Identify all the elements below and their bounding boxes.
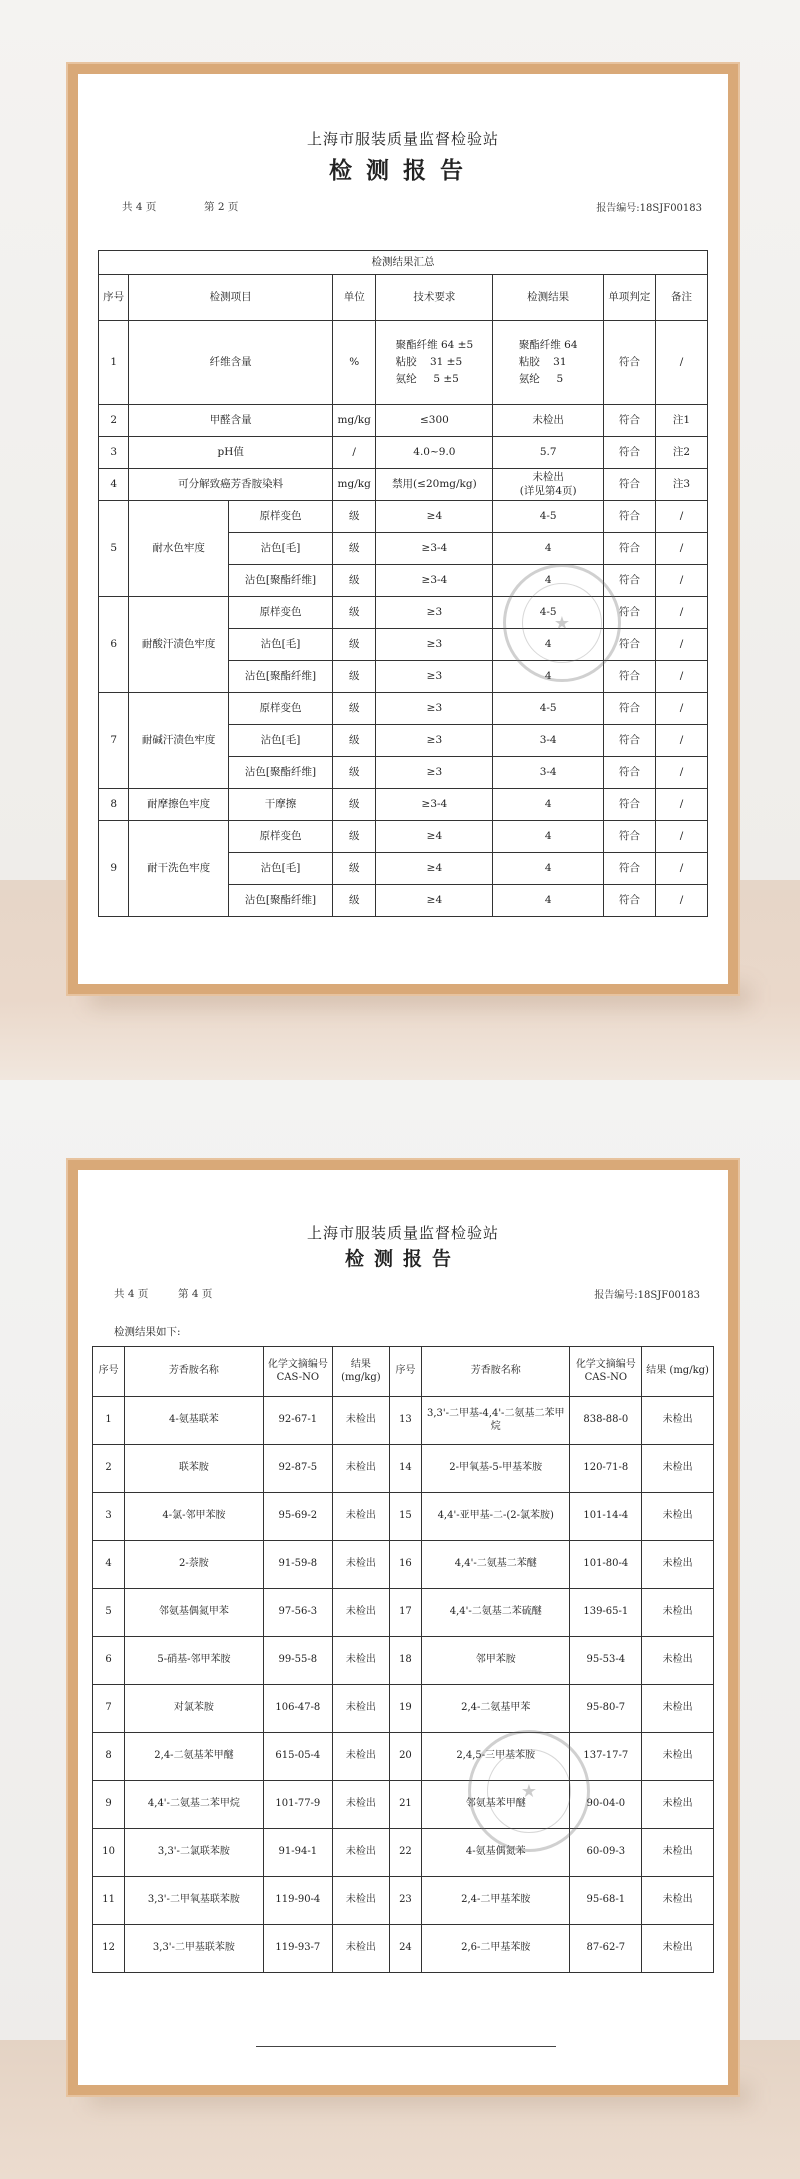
cas-number: 95-69-2 [263, 1493, 332, 1541]
remark: / [655, 757, 707, 789]
judgement: 符合 [603, 469, 655, 501]
remark: / [655, 629, 707, 661]
row-number: 22 [389, 1829, 421, 1877]
cas-number: 106-47-8 [263, 1685, 332, 1733]
row-number: 9 [93, 1781, 125, 1829]
result: 未检出 [642, 1733, 714, 1781]
test-subitem: 沾色[聚酯纤维] [229, 661, 333, 693]
row-number: 23 [389, 1877, 421, 1925]
remark: / [655, 789, 707, 821]
cas-number: 838-88-0 [570, 1397, 642, 1445]
row-number: 20 [389, 1733, 421, 1781]
remark: / [655, 661, 707, 693]
result: 未检出 [332, 1493, 389, 1541]
requirement: ≥4 [376, 853, 493, 885]
amine-name: 2,6-二甲基苯胺 [422, 1925, 570, 1973]
report-title: 检测报告 [344, 1248, 461, 1270]
amine-name: 3,3'-二甲基联苯胺 [125, 1925, 264, 1973]
amine-name: 2,4-二氨基苯甲醚 [125, 1733, 264, 1781]
table-row [93, 1829, 714, 1877]
cas-number: 101-77-9 [263, 1781, 332, 1829]
unit: 级 [333, 533, 376, 565]
row-number: 1 [99, 321, 129, 405]
unit: mg/kg [333, 405, 376, 437]
result: 未检出 [642, 1445, 714, 1493]
result: 未检出 [332, 1925, 389, 1973]
result: 3-4 [493, 757, 604, 789]
column-header: 单项判定 [603, 275, 655, 321]
requirement: ≥3 [376, 757, 493, 789]
table-row [93, 1397, 714, 1445]
row-number: 12 [93, 1925, 125, 1973]
amine-name: 4,4'-二氨基二苯醚 [422, 1541, 570, 1589]
table-row [93, 1685, 714, 1733]
total-pages: 共 4 页 [114, 1288, 149, 1300]
cas-number: 95-53-4 [570, 1637, 642, 1685]
cas-number: 95-68-1 [570, 1877, 642, 1925]
inspection-seal: ★ [503, 564, 621, 682]
amine-name: 2,4-二甲基苯胺 [422, 1877, 570, 1925]
remark: / [655, 821, 707, 853]
requirement: ≥3 [376, 661, 493, 693]
row-number: 7 [93, 1685, 125, 1733]
row-number: 7 [99, 693, 129, 789]
requirement: ≥4 [376, 501, 493, 533]
result: 未检出 [332, 1685, 389, 1733]
result: 未检出 [493, 405, 604, 437]
row-number: 6 [93, 1637, 125, 1685]
column-header: 序号 [93, 1347, 125, 1397]
cas-number: 615-05-4 [263, 1733, 332, 1781]
result: 未检出 [332, 1397, 389, 1445]
judgement: 符合 [603, 565, 655, 597]
unit: 级 [333, 725, 376, 757]
unit: 级 [333, 757, 376, 789]
row-number: 13 [389, 1397, 421, 1445]
test-subitem: 沾色[毛] [229, 533, 333, 565]
row-number: 5 [99, 501, 129, 597]
table-title: 检测结果汇总 [99, 251, 708, 275]
judgement: 符合 [603, 885, 655, 917]
table-row [99, 693, 708, 725]
result: 未检出 [642, 1781, 714, 1829]
row-number: 3 [93, 1493, 125, 1541]
amine-name: 3,3'-二氯联苯胺 [125, 1829, 264, 1877]
column-header: 化学文摘编号 CAS-NO [263, 1347, 332, 1397]
remark: / [655, 565, 707, 597]
remark: / [655, 321, 707, 405]
table-row [99, 437, 708, 469]
remark: / [655, 533, 707, 565]
row-number: 1 [93, 1397, 125, 1445]
cas-number: 90-04-0 [570, 1781, 642, 1829]
unit: 级 [333, 629, 376, 661]
requirement: ≥3-4 [376, 789, 493, 821]
cas-number: 95-80-7 [570, 1685, 642, 1733]
test-subitem: 原样变色 [229, 501, 333, 533]
row-number: 6 [99, 597, 129, 693]
result: 未检出 [642, 1493, 714, 1541]
result: 未检出 [642, 1397, 714, 1445]
page-number: 第 4 页 [178, 1288, 213, 1300]
judgement: 符合 [603, 501, 655, 533]
row-number: 16 [389, 1541, 421, 1589]
report-title: 检测报告 [329, 157, 477, 184]
column-header: 技术要求 [376, 275, 493, 321]
judgement: 符合 [603, 853, 655, 885]
remark: 注3 [655, 469, 707, 501]
result: 4 [493, 885, 604, 917]
remark: / [655, 693, 707, 725]
row-number: 10 [93, 1829, 125, 1877]
results-summary-table [98, 250, 708, 917]
report-number: 报告编号:18SJF00183 [596, 203, 702, 214]
test-subitem: 沾色[聚酯纤维] [229, 757, 333, 789]
judgement: 符合 [603, 629, 655, 661]
column-header: 检测结果 [493, 275, 604, 321]
result: 4 [493, 853, 604, 885]
test-subitem: 沾色[聚酯纤维] [229, 565, 333, 597]
column-header: 序号 [99, 275, 129, 321]
test-item: 甲醛含量 [129, 405, 333, 437]
result: 4 [493, 821, 604, 853]
requirement: ≥3 [376, 725, 493, 757]
row-number: 19 [389, 1685, 421, 1733]
table-row [93, 1877, 714, 1925]
picture-frame-report-page-2 [68, 64, 738, 994]
row-number: 8 [99, 789, 129, 821]
requirement: 禁用(≤20mg/kg) [376, 469, 493, 501]
cas-number: 99-55-8 [263, 1637, 332, 1685]
cas-number: 139-65-1 [570, 1589, 642, 1637]
result: 4 [493, 789, 604, 821]
amine-name: 邻甲苯胺 [422, 1637, 570, 1685]
table-row [93, 1541, 714, 1589]
amine-name: 3,3'-二甲基-4,4'-二氨基二苯甲烷 [422, 1397, 570, 1445]
row-number: 3 [99, 437, 129, 469]
result: 4 [493, 661, 604, 693]
result: 未检出 [642, 1925, 714, 1973]
row-number: 4 [99, 469, 129, 501]
test-subitem: 原样变色 [229, 693, 333, 725]
row-number: 9 [99, 821, 129, 917]
amine-name: 2,4-二氨基甲苯 [422, 1685, 570, 1733]
column-header: 单位 [333, 275, 376, 321]
table-row [93, 1493, 714, 1541]
table-row [93, 1445, 714, 1493]
result: 未检出 [332, 1877, 389, 1925]
test-subitem: 沾色[毛] [229, 725, 333, 757]
amine-name: 邻氨基偶氮甲苯 [125, 1589, 264, 1637]
result: 未检出 [332, 1829, 389, 1877]
test-subitem: 原样变色 [229, 597, 333, 629]
test-item: 纤维含量 [129, 321, 333, 405]
row-number: 24 [389, 1925, 421, 1973]
table-row [99, 469, 708, 501]
row-number: 2 [93, 1445, 125, 1493]
row-number: 21 [389, 1781, 421, 1829]
test-item: 耐酸汗渍色牢度 [129, 597, 229, 693]
judgement: 符合 [603, 405, 655, 437]
remark: 注2 [655, 437, 707, 469]
result: 未检出 [332, 1733, 389, 1781]
judgement: 符合 [603, 661, 655, 693]
judgement: 符合 [603, 757, 655, 789]
unit: 级 [333, 501, 376, 533]
result: 未检出 [332, 1589, 389, 1637]
aromatic-amine-table [92, 1346, 714, 1973]
table-row [99, 405, 708, 437]
test-item: 耐干洗色牢度 [129, 821, 229, 917]
unit: % [333, 321, 376, 405]
inspection-seal: ★ [468, 1730, 590, 1852]
unit: 级 [333, 661, 376, 693]
fiber-result: 聚酯纤维 64 粘胶 31 氨纶 5 [518, 339, 578, 385]
cas-number: 119-90-4 [263, 1877, 332, 1925]
table-row [99, 501, 708, 533]
amine-name: 2-萘胺 [125, 1541, 264, 1589]
amine-name: 3,3'-二甲氧基联苯胺 [125, 1877, 264, 1925]
table-row [93, 1637, 714, 1685]
amine-name: 5-硝基-邻甲苯胺 [125, 1637, 264, 1685]
result: 未检出 [642, 1829, 714, 1877]
test-subitem: 原样变色 [229, 821, 333, 853]
column-header: 芳香胺名称 [422, 1347, 570, 1397]
amine-name: 4-氨基联苯 [125, 1397, 264, 1445]
cas-number: 137-17-7 [570, 1733, 642, 1781]
column-header: 结果 (mg/kg) [332, 1347, 389, 1397]
result: 4 [493, 565, 604, 597]
cas-number: 120-71-8 [570, 1445, 642, 1493]
test-subitem: 沾色[毛] [229, 629, 333, 661]
result: 未检出 [642, 1589, 714, 1637]
amine-name: 4,4'-二氨基二苯甲烷 [125, 1781, 264, 1829]
amine-name: 邻氨基苯甲醚 [422, 1781, 570, 1829]
page-number: 第 2 页 [204, 201, 239, 213]
row-number: 8 [93, 1733, 125, 1781]
cas-number: 92-87-5 [263, 1445, 332, 1493]
cas-number: 97-56-3 [263, 1589, 332, 1637]
column-header: 检测项目 [129, 275, 333, 321]
column-header: 结果 (mg/kg) [642, 1347, 714, 1397]
result: 4 [493, 629, 604, 661]
amine-name: 2-甲氧基-5-甲基苯胺 [422, 1445, 570, 1493]
remark: 注1 [655, 405, 707, 437]
cas-number: 91-59-8 [263, 1541, 332, 1589]
row-number: 2 [99, 405, 129, 437]
report-number: 报告编号:18SJF00183 [594, 1290, 700, 1301]
organization-name: 上海市服装质量监督检验站 [306, 1224, 499, 1242]
judgement: 符合 [603, 693, 655, 725]
column-header: 备注 [655, 275, 707, 321]
row-number: 5 [93, 1589, 125, 1637]
column-header: 芳香胺名称 [125, 1347, 264, 1397]
amine-name: 4-氨基偶氮苯 [422, 1829, 570, 1877]
judgement: 符合 [603, 725, 655, 757]
test-item: pH值 [129, 437, 333, 469]
result: 未检出 [332, 1445, 389, 1493]
row-number: 18 [389, 1637, 421, 1685]
table-row [99, 821, 708, 853]
result: 3-4 [493, 725, 604, 757]
table-row [99, 789, 708, 821]
row-number: 11 [93, 1877, 125, 1925]
remark: / [655, 725, 707, 757]
requirement: ≥4 [376, 885, 493, 917]
result: 5.7 [493, 437, 604, 469]
requirement: ≥3-4 [376, 565, 493, 597]
requirement: ≥3-4 [376, 533, 493, 565]
total-pages: 共 4 页 [122, 201, 157, 213]
test-subitem: 干摩擦 [229, 789, 333, 821]
remark: / [655, 597, 707, 629]
result: 未检出 [332, 1781, 389, 1829]
cas-number: 91-94-1 [263, 1829, 332, 1877]
fiber-requirement: 聚酯纤维 64 ±5 粘胶 31 ±5 氨纶 5 ±5 [395, 339, 474, 385]
judgement: 符合 [603, 533, 655, 565]
organization-name: 上海市服装质量监督检验站 [306, 130, 499, 148]
result: 4 [493, 533, 604, 565]
test-subitem: 沾色[聚酯纤维] [229, 885, 333, 917]
result: 未检出 [642, 1685, 714, 1733]
result: 未检出 [642, 1637, 714, 1685]
result: 未检出 [332, 1541, 389, 1589]
bottom-rule [256, 2046, 556, 2047]
result: 未检出 (详见第4页) [493, 469, 604, 501]
unit: mg/kg [333, 469, 376, 501]
result: 4-5 [493, 597, 604, 629]
cas-number: 60-09-3 [570, 1829, 642, 1877]
cas-number: 101-80-4 [570, 1541, 642, 1589]
unit: / [333, 437, 376, 469]
cas-number: 92-67-1 [263, 1397, 332, 1445]
unit: 级 [333, 885, 376, 917]
test-item: 耐水色牢度 [129, 501, 229, 597]
requirement: ≤300 [376, 405, 493, 437]
amine-name: 2,4,5-三甲基苯胺 [422, 1733, 570, 1781]
test-subitem: 沾色[毛] [229, 853, 333, 885]
row-number: 14 [389, 1445, 421, 1493]
unit: 级 [333, 597, 376, 629]
report-sheet [78, 1170, 728, 2085]
judgement: 符合 [603, 789, 655, 821]
judgement: 符合 [603, 321, 655, 405]
table-row [93, 1925, 714, 1973]
table-row [93, 1589, 714, 1637]
amine-name: 联苯胺 [125, 1445, 264, 1493]
table-row [93, 1781, 714, 1829]
requirement: ≥3 [376, 629, 493, 661]
results-lead-text: 检测结果如下: [114, 1326, 181, 1338]
remark: / [655, 885, 707, 917]
remark: / [655, 853, 707, 885]
remark: / [655, 501, 707, 533]
row-number: 15 [389, 1493, 421, 1541]
judgement: 符合 [603, 821, 655, 853]
requirement: ≥3 [376, 597, 493, 629]
requirement: ≥3 [376, 693, 493, 725]
judgement: 符合 [603, 437, 655, 469]
cas-number: 119-93-7 [263, 1925, 332, 1973]
test-item: 耐摩擦色牢度 [129, 789, 229, 821]
table-row [93, 1733, 714, 1781]
picture-frame-report-page-4 [68, 1160, 738, 2095]
amine-name: 对氯苯胺 [125, 1685, 264, 1733]
unit: 级 [333, 853, 376, 885]
requirement: 4.0~9.0 [376, 437, 493, 469]
amine-name: 4-氯-邻甲苯胺 [125, 1493, 264, 1541]
judgement: 符合 [603, 597, 655, 629]
cas-number: 87-62-7 [570, 1925, 642, 1973]
unit: 级 [333, 693, 376, 725]
row-number: 17 [389, 1589, 421, 1637]
unit: 级 [333, 789, 376, 821]
cas-number: 101-14-4 [570, 1493, 642, 1541]
column-header: 化学文摘编号 CAS-NO [570, 1347, 642, 1397]
amine-name: 4,4'-亚甲基-二-(2-氯苯胺) [422, 1493, 570, 1541]
column-header: 序号 [389, 1347, 421, 1397]
test-item: 可分解致癌芳香胺染料 [129, 469, 333, 501]
result: 未检出 [642, 1541, 714, 1589]
test-item: 耐碱汗渍色牢度 [129, 693, 229, 789]
report-sheet [78, 74, 728, 984]
result: 4-5 [493, 501, 604, 533]
unit: 级 [333, 565, 376, 597]
amine-name: 4,4'-二氨基二苯硫醚 [422, 1589, 570, 1637]
requirement: ≥4 [376, 821, 493, 853]
result: 未检出 [332, 1637, 389, 1685]
unit: 级 [333, 821, 376, 853]
result: 未检出 [642, 1877, 714, 1925]
result: 4-5 [493, 693, 604, 725]
row-number: 4 [93, 1541, 125, 1589]
